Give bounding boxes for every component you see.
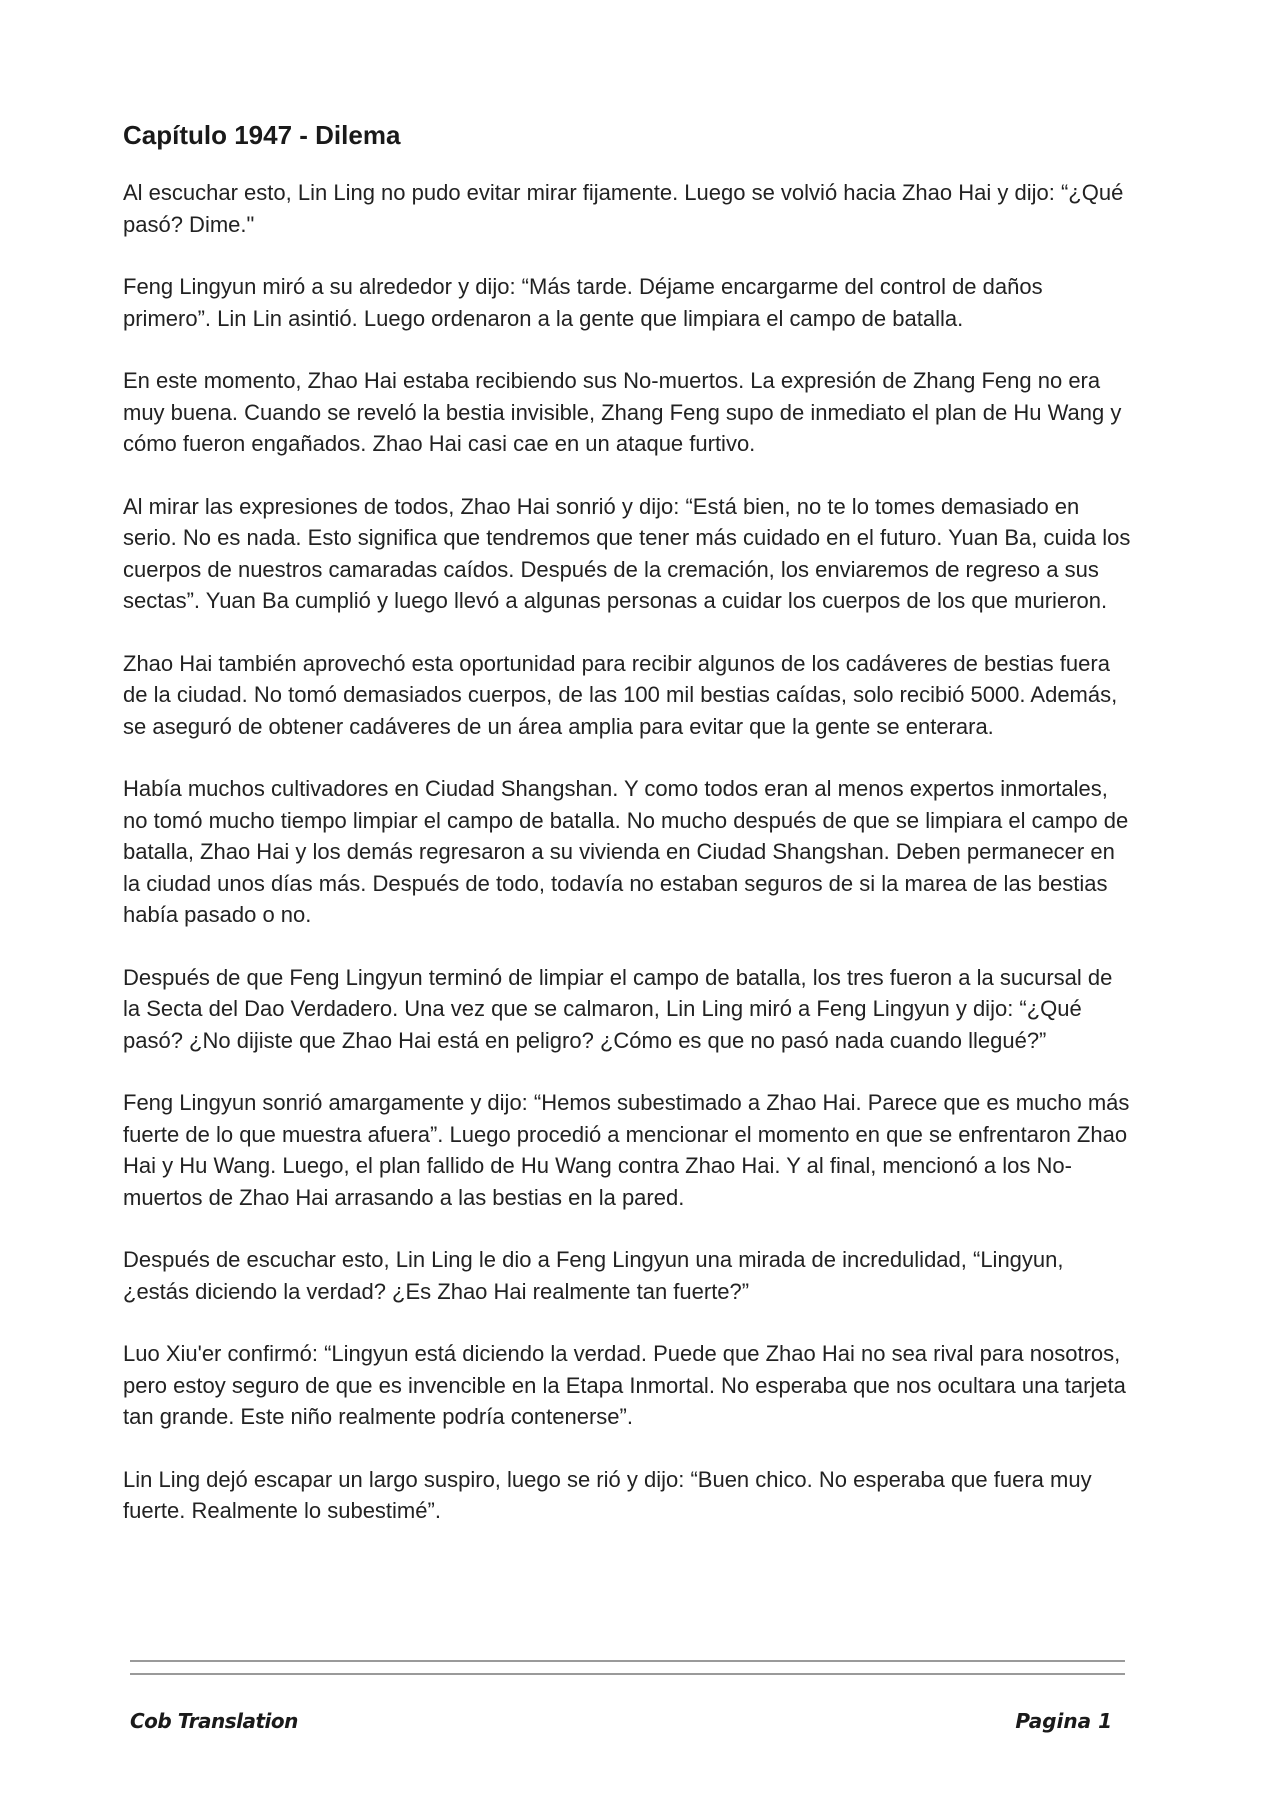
chapter-title: Capítulo 1947 - Dilema <box>123 120 401 150</box>
paragraph: Al escuchar esto, Lin Ling no pudo evitar mirar fijamente. Luego se volvió hacia Zhao Hai y dijo: “¿Qué pasó? Dime." <box>123 180 1124 237</box>
paragraph: Después de escuchar esto, Lin Ling le dio a Feng Lingyun una mirada de incredulidad, “Lingyun, ¿estás diciendo la verdad? ¿Es Zhao Hai realmente tan fuerte?” <box>123 1247 1064 1304</box>
footer-divider <box>130 1673 1125 1675</box>
page-number: Pagina 1 <box>1015 1709 1112 1733</box>
footer-credit: Cob Translation <box>130 1709 298 1733</box>
paragraph: Feng Lingyun sonrió amargamente y dijo: “Hemos subestimado a Zhao Hai. Parece que es mucho más fuerte de lo que muestra afuera”. Luego procedió a mencionar el momento en que se enfrentaron Zhao Hai y Hu Wang. Luego, el plan fallido de Hu Wang contra Zhao Hai. Y al final, mencionó a los No-muertos de Zhao Hai arrasando a las bestias en la pared. <box>123 1090 1130 1210</box>
paragraph: Feng Lingyun miró a su alrededor y dijo: “Más tarde. Déjame encargarme del control de daños primero”. Lin Lin asintió. Luego ordenaron a la gente que limpiara el campo de batalla. <box>123 274 1043 331</box>
document-body <box>123 118 1133 1558</box>
paragraph: Después de que Feng Lingyun terminó de limpiar el campo de batalla, los tres fueron a la sucursal de la Secta del Dao Verdadero. Una vez que se calmaron, Lin Ling miró a Feng Lingyun y dijo: “¿Qué pasó? ¿No dijiste que Zhao Hai está en peligro? ¿Cómo es que no pasó nada cuando llegué?” <box>123 964 1113 1053</box>
paragraph: Había muchos cultivadores en Ciudad Shangshan. Y como todos eran al menos expertos inmortales, no tomó mucho tiempo limpiar el campo de batalla. No mucho después de que se limpiara el campo de batalla, Zhao Hai y los demás regresaron a su vivienda en Ciudad Shangshan. Deben permanecer en la ciudad unos días más. Después de todo, todavía no estaban seguros de si la marea de las bestias había pasado o no. <box>123 776 1129 927</box>
paragraph: Zhao Hai también aprovechó esta oportunidad para recibir algunos de los cadáveres de bestias fuera de la ciudad. No tomó demasiados cuerpos, de las 100 mil bestias caídas, solo recibió 5000. Además, se aseguró de obtener cadáveres de un área amplia para evitar que la gente se enterara. <box>123 650 1118 739</box>
paragraph: Luo Xiu'er confirmó: “Lingyun está diciendo la verdad. Puede que Zhao Hai no sea rival para nosotros, pero estoy seguro de que es invencible en la Etapa Inmortal. No esperaba que nos ocultara una tarjeta tan grande. Este niño realmente podría contenerse”. <box>123 1341 1126 1429</box>
paragraph: Lin Ling dejó escapar un largo suspiro, luego se rió y dijo: “Buen chico. No esperaba que fuera muy fuerte. Realmente lo subestimé”. <box>123 1466 1092 1523</box>
footer-divider <box>130 1660 1125 1662</box>
paragraph: Al mirar las expresiones de todos, Zhao Hai sonrió y dijo: “Está bien, no te lo tomes demasiado en serio. No es nada. Esto significa que tendremos que tener más cuidado en el futuro. Yuan Ba, cuida los cuerpos de nuestros camaradas caídos. Después de la cremación, los enviaremos de regreso a sus sectas”. Yuan Ba cumplió y luego llevó a algunas personas a cuidar los cuerpos de los que murieron. <box>123 493 1131 613</box>
paragraph: En este momento, Zhao Hai estaba recibiendo sus No-muertos. La expresión de Zhang Feng no era muy buena. Cuando se reveló la bestia invisible, Zhang Feng supo de inmediato el plan de Hu Wang y cómo fueron engañados. Zhao Hai casi cae en un ataque furtivo. <box>123 368 1122 456</box>
